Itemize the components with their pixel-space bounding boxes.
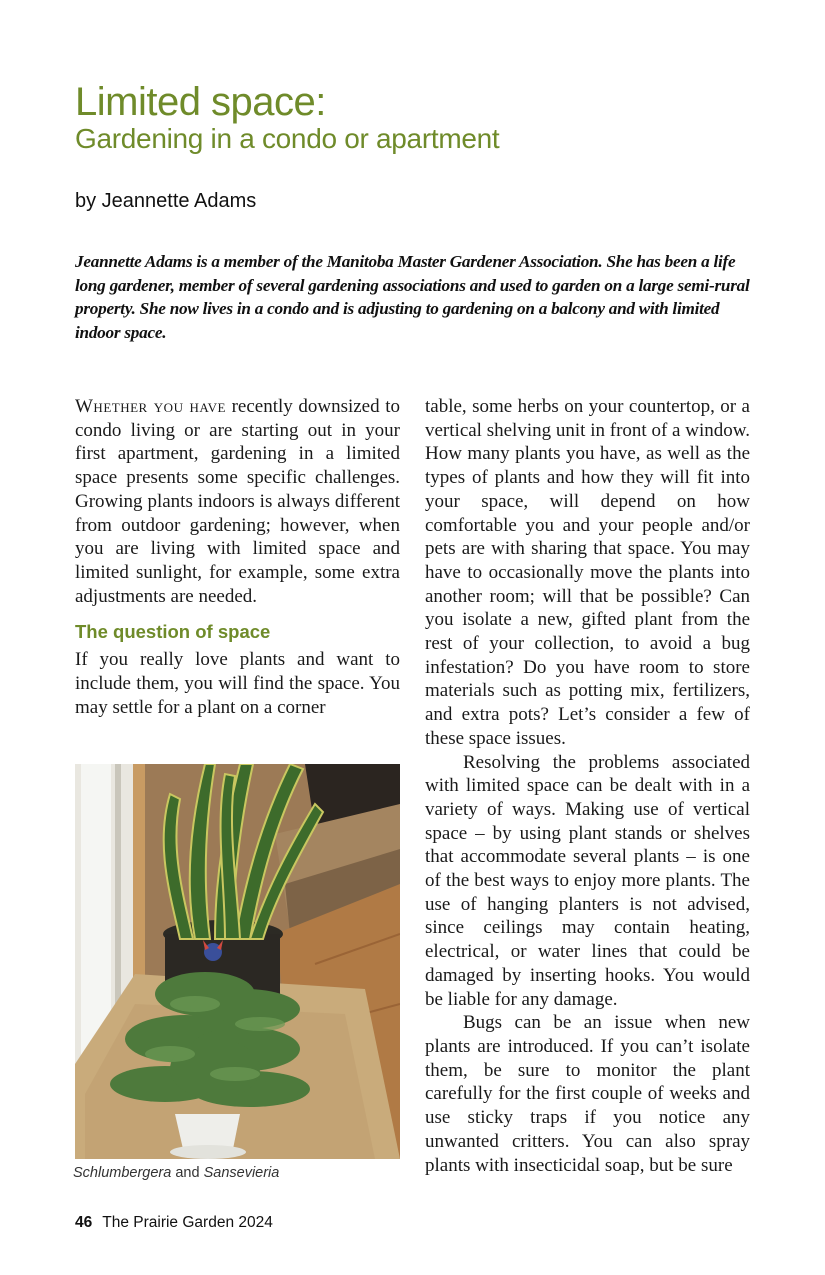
author-byline: by Jeannette Adams [75, 190, 257, 212]
left-column [75, 395, 400, 719]
intro-paragraph [75, 395, 400, 608]
intro-text: recently downsized to condo living or are starting out in your first apartment, gardening in a limited space presents some specific challenges. Growing plants indoors is always different from outdoor gardening; however, when you are living with limited space and limited sunlight, for example, some extra adjustments are needed. [75, 396, 400, 607]
section-paragraph-3: Bugs can be an issue when new plants are introduced. If you can’t isolate them, be sure to monitor the plant carefully for the first couple of weeks and use sticky traps if you notice any unwanted critters. You can also spray plants with insecticidal soap, but be sure [425, 1012, 750, 1176]
caption-species-1: Schlumbergera [73, 1165, 172, 1181]
page-footer [75, 1214, 273, 1232]
page-number: 46 [75, 1214, 93, 1231]
plant-photo [75, 764, 400, 1159]
section-paragraph-2: Resolving the problems associated with limited space can be dealt with in a variety of ways. Making use of vertical space – by using plant stands or shelves that accommodate several plants – is one of the best ways to enjoy more plants. The use of hanging planters is not advised, since ceilings may contain heating, electrical, or water lines that could be damaged by inserting hooks. You would be liable for any damage. [425, 751, 750, 1010]
section-heading: The question of space [75, 621, 271, 643]
section-paragraph-1-start: If you really love plants and want to include them, you will find the space. You may settle for a plant on a corner [75, 649, 400, 718]
article-title: Limited space: [75, 80, 326, 124]
plant-photo-image [75, 764, 400, 1159]
author-bio: Jeannette Adams is a member of the Manitoba Master Gardener Association. She has been a life long gardener, member of several gardening associations and used to garden on a large semi-rural property. She now lives in a condo and is adjusting to gardening on a balcony and with limited indoor space. [75, 252, 750, 342]
right-column [425, 395, 750, 1177]
section-paragraph-1-continued: table, some herbs on your countertop, or a vertical shelving unit in front of a window. How many plants you have, as well as the types of plants and how they will fit into your space, will depend on how comfortable you and your people and/or pets are with sharing that space. You may have to occasionally move the plants into another room; will that be possible? Can you isolate a new, gifted plant from the rest of your collection, to avoid a bug infestation? Do you have room to store materials such as potting mix, fertilizers, and extra pots? Let’s consider a few of these space issues. [425, 396, 750, 749]
caption-species-2: Sansevieria [203, 1165, 280, 1181]
caption-connector: and [171, 1165, 204, 1181]
intro-lead-in: Whether you have [75, 396, 226, 417]
photo-caption [73, 1165, 279, 1181]
article-subtitle: Gardening in a condo or apartment [75, 123, 500, 154]
publication-name: The Prairie Garden 2024 [102, 1214, 273, 1231]
